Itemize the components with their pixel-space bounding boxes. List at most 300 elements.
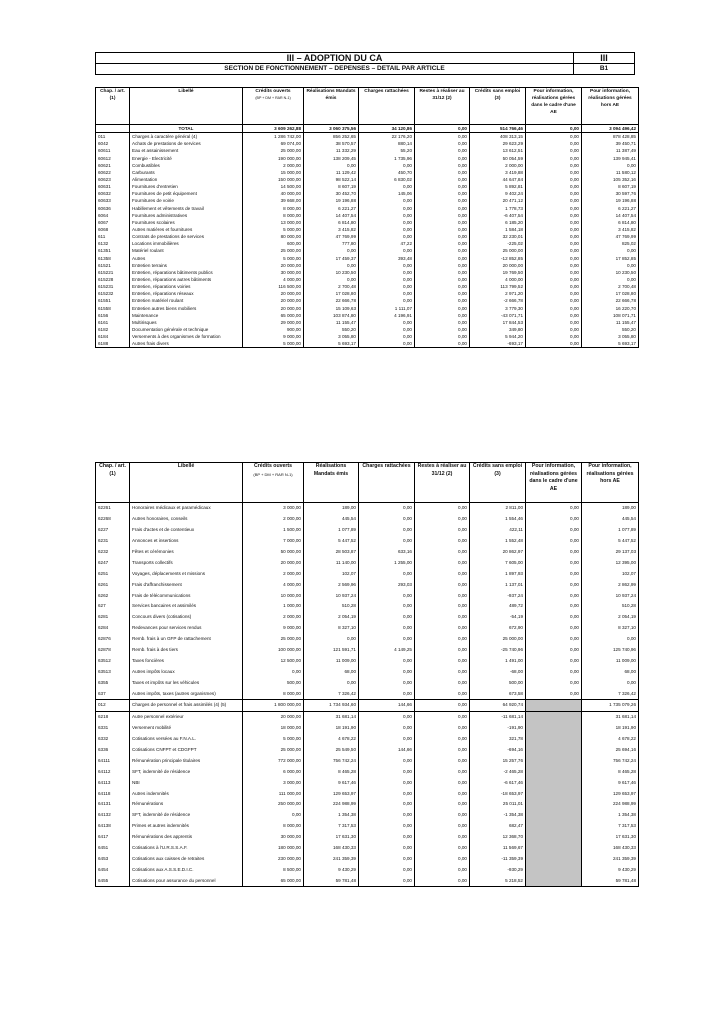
row-sans-emploi: 11 569,67 xyxy=(470,843,526,854)
row-info-ae xyxy=(526,755,582,766)
row-charges: 0,00 xyxy=(359,864,415,875)
row-restes: 0,00 xyxy=(415,340,470,348)
row-info-hors-ae: 3 055,80 xyxy=(582,333,639,340)
row-info-ae: 0,00 xyxy=(526,247,582,254)
row-credits: 69 074,00 xyxy=(243,140,304,147)
row-info-hors-ae: 30 597,76 xyxy=(582,190,639,197)
row-sans-emploi: 5 218,52 xyxy=(470,875,526,886)
row-code: 615232 xyxy=(96,290,130,297)
row-code: 64113 xyxy=(96,777,130,788)
row-sans-emploi: 7 605,00 xyxy=(470,557,526,568)
row-charges: 144,66 xyxy=(359,700,415,712)
row-sans-emploi: -930,29 xyxy=(470,864,526,875)
row-credits: 1 000,00 xyxy=(243,601,304,612)
row-realisations: 11 155,47 xyxy=(304,319,359,326)
row-restes: 0,00 xyxy=(415,205,470,212)
row-charges: 0,00 xyxy=(359,162,415,169)
row-sans-emploi: 25 000,00 xyxy=(470,634,526,645)
row-info-hors-ae: 0,00 xyxy=(582,247,639,254)
row-realisations: 68,00 xyxy=(304,666,359,677)
row-info-hors-ae: 11 580,12 xyxy=(582,169,639,176)
row-sans-emploi: -1 354,38 xyxy=(470,810,526,821)
row-realisations: 98 522,14 xyxy=(304,176,359,183)
row-restes: 0,00 xyxy=(415,677,470,688)
row-charges: 0,00 xyxy=(359,755,415,766)
row-restes: 0,00 xyxy=(415,734,470,745)
row-code: 615221 xyxy=(96,269,130,276)
row-info-hors-ae: 168 430,33 xyxy=(582,843,639,854)
row-label: SFT, indemnité de résidence xyxy=(130,766,243,777)
row-charges: 0,00 xyxy=(359,514,415,525)
row-label: Autres indemnités xyxy=(130,788,243,799)
row-restes: 0,00 xyxy=(415,297,470,304)
table-row xyxy=(96,276,639,283)
row-sans-emploi: 1 552,48 xyxy=(470,536,526,547)
row-info-ae: 0,00 xyxy=(526,162,582,169)
row-sans-emploi: 113 799,52 xyxy=(470,283,526,290)
row-charges: 0,00 xyxy=(359,276,415,283)
row-code: 61358 xyxy=(96,255,130,262)
row-charges: 4 149,25 xyxy=(359,645,415,656)
row-restes: 0,00 xyxy=(415,688,470,699)
table-row xyxy=(96,799,639,810)
row-code: 6451 xyxy=(96,843,130,854)
row-label: Entretien matériel roulant xyxy=(130,297,243,304)
total-row xyxy=(96,125,639,133)
row-charges: 0,00 xyxy=(359,677,415,688)
row-charges: 0,00 xyxy=(359,634,415,645)
table-row xyxy=(96,240,639,247)
row-realisations: 9 617,46 xyxy=(304,777,359,788)
row-realisations: 10 937,24 xyxy=(304,590,359,601)
row-label: SFT, indemnité de résidence xyxy=(130,810,243,821)
row-info-hors-ae: 9 617,46 xyxy=(582,777,639,788)
row-realisations: 102,07 xyxy=(304,568,359,579)
row-realisations: 189,00 xyxy=(304,503,359,514)
row-info-hors-ae: 105 352,16 xyxy=(582,176,639,183)
row-label: Cotisations aux caisses de retraites xyxy=(130,854,243,865)
row-charges: 0,00 xyxy=(359,810,415,821)
row-credits: 20 000,00 xyxy=(243,305,304,312)
table-row xyxy=(96,623,639,634)
row-realisations: 510,28 xyxy=(304,601,359,612)
row-info-hors-ae: 1 354,38 xyxy=(582,810,639,821)
row-label: Frais d'actes et de contentieux xyxy=(130,525,243,536)
row-realisations: 9 430,29 xyxy=(304,864,359,875)
row-sans-emploi: -693,17 xyxy=(470,340,526,348)
row-label: Cotisations à l'U.R.S.S.A.F. xyxy=(130,843,243,854)
page-code: B1 xyxy=(599,65,609,72)
row-restes: 0,00 xyxy=(415,634,470,645)
row-charges: 0,00 xyxy=(359,205,415,212)
row-label: Energie - Electricité xyxy=(130,155,243,162)
row-sans-emploi: 408 313,15 xyxy=(470,133,526,141)
row-code: 6281 xyxy=(96,612,130,623)
row-code: 615231 xyxy=(96,283,130,290)
row-info-hors-ae: 2 862,99 xyxy=(582,579,639,590)
row-code: 6231 xyxy=(96,536,130,547)
row-charges: 0,00 xyxy=(359,262,415,269)
row-code: 64138 xyxy=(96,821,130,832)
row-restes: 0,00 xyxy=(415,312,470,319)
row-charges: 145,06 xyxy=(359,190,415,197)
row-code: 6262 xyxy=(96,590,130,601)
row-restes: 0,00 xyxy=(415,219,470,226)
row-restes: 0,00 xyxy=(415,503,470,514)
row-info-ae: 0,00 xyxy=(526,536,582,547)
row-info-hors-ae: 6 221,27 xyxy=(582,205,639,212)
row-sans-emploi: -12 852,85 xyxy=(470,255,526,262)
row-sans-emploi: 2 811,00 xyxy=(470,503,526,514)
row-sans-emploi: 29 623,29 xyxy=(470,140,526,147)
row-label: Multirisques xyxy=(130,319,243,326)
row-code: 61558 xyxy=(96,305,130,312)
row-restes: 0,00 xyxy=(415,864,470,875)
col-chap: Chap. / art. (1) xyxy=(96,463,130,503)
row-charges: 0,00 xyxy=(359,183,415,190)
row-info-hors-ae: 129 653,97 xyxy=(582,788,639,799)
row-info-ae xyxy=(526,745,582,756)
table-row xyxy=(96,547,639,558)
row-realisations: 5 447,52 xyxy=(304,536,359,547)
col-info-hors-ae: Pour information, réalisations gérées hors AE xyxy=(582,88,639,125)
row-label: Entretien, réparations bâtiments publics xyxy=(130,269,243,276)
row-restes: 0,00 xyxy=(415,788,470,799)
row-credits: 5 000,00 xyxy=(243,255,304,262)
row-realisations: 4 678,22 xyxy=(304,734,359,745)
row-realisations: 8 607,19 xyxy=(304,183,359,190)
row-sans-emploi: 6 185,20 xyxy=(470,219,526,226)
row-label: Primes et autres indemnités xyxy=(130,821,243,832)
row-code: 60622 xyxy=(96,169,130,176)
table-row xyxy=(96,734,639,745)
col-realisations: Réalisations Mandats émis xyxy=(304,88,359,125)
row-info-hors-ae: 5 447,52 xyxy=(582,536,639,547)
row-sans-emploi: 422,11 xyxy=(470,525,526,536)
row-label: Fournitures administratives xyxy=(130,212,243,219)
table-row xyxy=(96,133,639,141)
row-charges: 0,00 xyxy=(359,843,415,854)
table-row xyxy=(96,579,639,590)
row-charges: 0,00 xyxy=(359,212,415,219)
table-row xyxy=(96,190,639,197)
row-realisations: 3 415,82 xyxy=(304,226,359,233)
table-row xyxy=(96,333,639,340)
row-info-ae xyxy=(526,788,582,799)
total-label: TOTAL xyxy=(130,125,243,133)
row-restes: 0,00 xyxy=(415,623,470,634)
row-code: 6455 xyxy=(96,875,130,886)
row-code: 6064 xyxy=(96,212,130,219)
row-restes: 0,00 xyxy=(415,197,470,204)
row-credits: 3 000,00 xyxy=(243,503,304,514)
row-restes: 0,00 xyxy=(415,514,470,525)
row-info-hors-ae: 756 742,24 xyxy=(582,755,639,766)
row-info-ae: 0,00 xyxy=(526,688,582,699)
table-row xyxy=(96,503,639,514)
row-restes: 0,00 xyxy=(415,269,470,276)
col-info-hors-ae: Pour information, réalisations gérées hors AE xyxy=(582,463,639,503)
row-info-ae: 0,00 xyxy=(526,677,582,688)
row-charges: 880,14 xyxy=(359,140,415,147)
row-credits: 7 000,00 xyxy=(243,536,304,547)
col-sans-emploi: Crédits sans emploi (3) xyxy=(470,88,526,125)
row-realisations: 3 055,80 xyxy=(304,333,359,340)
row-code: 64112 xyxy=(96,766,130,777)
row-info-hors-ae: 1 077,89 xyxy=(582,525,639,536)
row-credits: 20 000,00 xyxy=(243,711,304,722)
row-realisations: 30 452,70 xyxy=(304,190,359,197)
col-libelle: Libellé xyxy=(130,463,243,503)
row-charges: 0,00 xyxy=(359,297,415,304)
row-restes: 0,00 xyxy=(415,700,470,712)
row-label: Autres frais divers xyxy=(130,340,243,348)
row-restes: 0,00 xyxy=(415,655,470,666)
row-label: Alimentation xyxy=(130,176,243,183)
row-info-hors-ae: 510,28 xyxy=(582,601,639,612)
row-info-hors-ae: 10 230,50 xyxy=(582,269,639,276)
row-info-hors-ae: 59 781,48 xyxy=(582,875,639,886)
row-code: 6232 xyxy=(96,547,130,558)
row-realisations: 0,00 xyxy=(304,634,359,645)
row-code: 64131 xyxy=(96,799,130,810)
row-code: 611 xyxy=(96,233,130,240)
table-row xyxy=(96,247,639,254)
row-realisations: 17 631,30 xyxy=(304,832,359,843)
total-credits: 3 609 262,88 xyxy=(243,125,304,133)
row-restes: 0,00 xyxy=(415,601,470,612)
row-code: 61521 xyxy=(96,262,130,269)
row-info-ae xyxy=(526,843,582,854)
row-code: 615228 xyxy=(96,276,130,283)
row-restes: 0,00 xyxy=(415,190,470,197)
row-info-hors-ae: 11 387,49 xyxy=(582,147,639,154)
row-sans-emploi: 1 584,18 xyxy=(470,226,526,233)
row-realisations: 756 742,24 xyxy=(304,755,359,766)
row-charges: 0,00 xyxy=(359,766,415,777)
row-info-hors-ae: 5 693,17 xyxy=(582,340,639,348)
row-sans-emploi: -694,16 xyxy=(470,745,526,756)
table-row xyxy=(96,711,639,722)
row-info-hors-ae: 825,02 xyxy=(582,240,639,247)
row-info-hors-ae: 19 196,88 xyxy=(582,197,639,204)
table-row xyxy=(96,666,639,677)
row-code: 62268 xyxy=(96,514,130,525)
row-info-ae xyxy=(526,821,582,832)
row-charges: 0,00 xyxy=(359,854,415,865)
row-credits: 111 000,00 xyxy=(243,788,304,799)
row-credits: 25 000,00 xyxy=(243,634,304,645)
row-restes: 0,00 xyxy=(415,305,470,312)
row-credits: 18 000,00 xyxy=(243,723,304,734)
row-info-ae xyxy=(526,875,582,886)
row-code: 6188 xyxy=(96,340,130,348)
row-realisations: 25 549,50 xyxy=(304,745,359,756)
row-charges: 0,00 xyxy=(359,503,415,514)
row-realisations: 31 681,14 xyxy=(304,711,359,722)
row-restes: 0,00 xyxy=(415,612,470,623)
document-title: III – ADOPTION DU CA xyxy=(96,53,573,64)
row-sans-emploi: 2 971,20 xyxy=(470,290,526,297)
row-info-ae: 0,00 xyxy=(526,579,582,590)
row-sans-emploi: -937,24 xyxy=(470,590,526,601)
row-realisations: 0,00 xyxy=(304,247,359,254)
row-label: Fournitures de voirie xyxy=(130,197,243,204)
row-info-hors-ae: 8 327,10 xyxy=(582,623,639,634)
row-label: Voyages, déplacements et missions xyxy=(130,568,243,579)
table-row xyxy=(96,536,639,547)
row-code: 60631 xyxy=(96,183,130,190)
row-charges: 144,66 xyxy=(359,745,415,756)
table-row xyxy=(96,655,639,666)
row-sans-emploi: 1 491,00 xyxy=(470,655,526,666)
row-sans-emploi: 3 419,88 xyxy=(470,169,526,176)
row-charges: 0,00 xyxy=(359,734,415,745)
table-row xyxy=(96,340,639,348)
row-charges: 0,00 xyxy=(359,333,415,340)
row-sans-emploi: 1 554,46 xyxy=(470,514,526,525)
row-charges: 0,00 xyxy=(359,247,415,254)
row-restes: 0,00 xyxy=(415,799,470,810)
row-charges: 0,00 xyxy=(359,319,415,326)
row-info-hors-ae: 11 155,47 xyxy=(582,319,639,326)
row-restes: 0,00 xyxy=(415,212,470,219)
row-label: Contrats de prestations de services xyxy=(130,233,243,240)
row-info-ae: 0,00 xyxy=(526,183,582,190)
row-charges: 0,00 xyxy=(359,326,415,333)
table-row xyxy=(96,557,639,568)
row-info-ae: 0,00 xyxy=(526,634,582,645)
row-info-ae: 0,00 xyxy=(526,176,582,183)
row-restes: 0,00 xyxy=(415,843,470,854)
row-info-ae xyxy=(526,864,582,875)
row-sans-emploi: 12 368,70 xyxy=(470,832,526,843)
row-credits: 1 800 000,00 xyxy=(243,700,304,712)
row-credits: 9 000,00 xyxy=(243,333,304,340)
table-row xyxy=(96,305,639,312)
table-row xyxy=(96,197,639,204)
row-label: Fournitures scolaires xyxy=(130,219,243,226)
row-credits: 3 000,00 xyxy=(243,777,304,788)
row-info-hors-ae: 102,07 xyxy=(582,568,639,579)
row-info-hors-ae: 8 465,28 xyxy=(582,766,639,777)
table-row xyxy=(96,854,639,865)
row-info-ae: 0,00 xyxy=(526,169,582,176)
row-charges: 0,00 xyxy=(359,612,415,623)
row-credits: 30 000,00 xyxy=(243,832,304,843)
row-code: 60621 xyxy=(96,162,130,169)
row-credits: 20 000,00 xyxy=(243,290,304,297)
row-credits: 25 000,00 xyxy=(243,745,304,756)
row-info-ae: 0,00 xyxy=(526,525,582,536)
col-restes: Restes à réaliser au 31/12 (2) xyxy=(415,88,470,125)
table-row xyxy=(96,297,639,304)
row-credits: 2 000,00 xyxy=(243,162,304,169)
row-code: 637 xyxy=(96,688,130,699)
row-charges: 0,00 xyxy=(359,666,415,677)
row-label: Rémunérations des apprentis xyxy=(130,832,243,843)
row-info-hors-ae: 0,00 xyxy=(582,677,639,688)
row-restes: 0,00 xyxy=(415,723,470,734)
row-label: Eau et assainissement xyxy=(130,147,243,154)
row-info-ae: 0,00 xyxy=(526,233,582,240)
row-restes: 0,00 xyxy=(415,745,470,756)
row-label: Locations immobilières xyxy=(130,240,243,247)
row-label: Honoraires médicaux et paramédicaux xyxy=(130,503,243,514)
row-info-hors-ae: 0,00 xyxy=(582,162,639,169)
row-realisations: 129 653,97 xyxy=(304,788,359,799)
row-sans-emploi: 25 011,01 xyxy=(470,799,526,810)
row-label: Cotisations versées au F.N.A.L. xyxy=(130,734,243,745)
row-realisations: 550,20 xyxy=(304,326,359,333)
row-info-ae: 0,00 xyxy=(526,319,582,326)
row-restes: 0,00 xyxy=(415,176,470,183)
row-info-hors-ae: 47 769,99 xyxy=(582,233,639,240)
row-code: 6067 xyxy=(96,219,130,226)
row-credits: 5 000,00 xyxy=(243,226,304,233)
row-code: 6331 xyxy=(96,723,130,734)
total-restes: 0,00 xyxy=(415,125,470,133)
header-codes xyxy=(574,53,634,74)
row-label: Frais de télécommunications xyxy=(130,590,243,601)
row-label: Documentation générale et technique xyxy=(130,326,243,333)
col-sans-emploi: Crédits sans emploi (3) xyxy=(470,463,526,503)
row-realisations: 168 430,33 xyxy=(304,843,359,854)
row-info-hors-ae: 241 359,39 xyxy=(582,854,639,865)
row-info-hors-ae: 0,00 xyxy=(582,276,639,283)
row-info-ae: 0,00 xyxy=(526,255,582,262)
row-info-ae: 0,00 xyxy=(526,601,582,612)
row-restes: 0,00 xyxy=(415,645,470,656)
row-credits: 1 500,00 xyxy=(243,525,304,536)
row-info-ae: 0,00 xyxy=(526,612,582,623)
row-info-hors-ae: 17 852,85 xyxy=(582,255,639,262)
table-row xyxy=(96,755,639,766)
row-sans-emploi: 20 862,97 xyxy=(470,547,526,558)
row-info-ae: 0,00 xyxy=(526,262,582,269)
row-info-ae: 0,00 xyxy=(526,297,582,304)
row-sans-emploi: -11 359,39 xyxy=(470,854,526,865)
row-credits: 150 000,00 xyxy=(243,176,304,183)
table-row xyxy=(96,290,639,297)
row-charges: 0,00 xyxy=(359,788,415,799)
row-info-ae: 0,00 xyxy=(526,503,582,514)
row-restes: 0,00 xyxy=(415,666,470,677)
section-code: III xyxy=(574,53,634,64)
row-realisations: 0,00 xyxy=(304,276,359,283)
row-info-ae: 0,00 xyxy=(526,547,582,558)
row-charges: 0,00 xyxy=(359,799,415,810)
row-info-hors-ae: 108 071,71 xyxy=(582,312,639,319)
row-restes: 0,00 xyxy=(415,525,470,536)
row-realisations: 11 129,42 xyxy=(304,169,359,176)
row-sans-emploi: -2 666,78 xyxy=(470,297,526,304)
row-code: 60611 xyxy=(96,147,130,154)
row-info-ae xyxy=(526,734,582,745)
row-charges: 0,00 xyxy=(359,688,415,699)
row-label: Autres matières et fournitures xyxy=(130,226,243,233)
row-restes: 0,00 xyxy=(415,155,470,162)
row-credits: 2 000,00 xyxy=(243,568,304,579)
row-charges: 0,00 xyxy=(359,525,415,536)
document-header xyxy=(95,52,635,75)
table-row xyxy=(96,590,639,601)
row-info-ae: 0,00 xyxy=(526,290,582,297)
row-code: 6068 xyxy=(96,226,130,233)
row-code: 6132 xyxy=(96,240,130,247)
row-code: 6454 xyxy=(96,864,130,875)
row-realisations: 19 196,88 xyxy=(304,197,359,204)
